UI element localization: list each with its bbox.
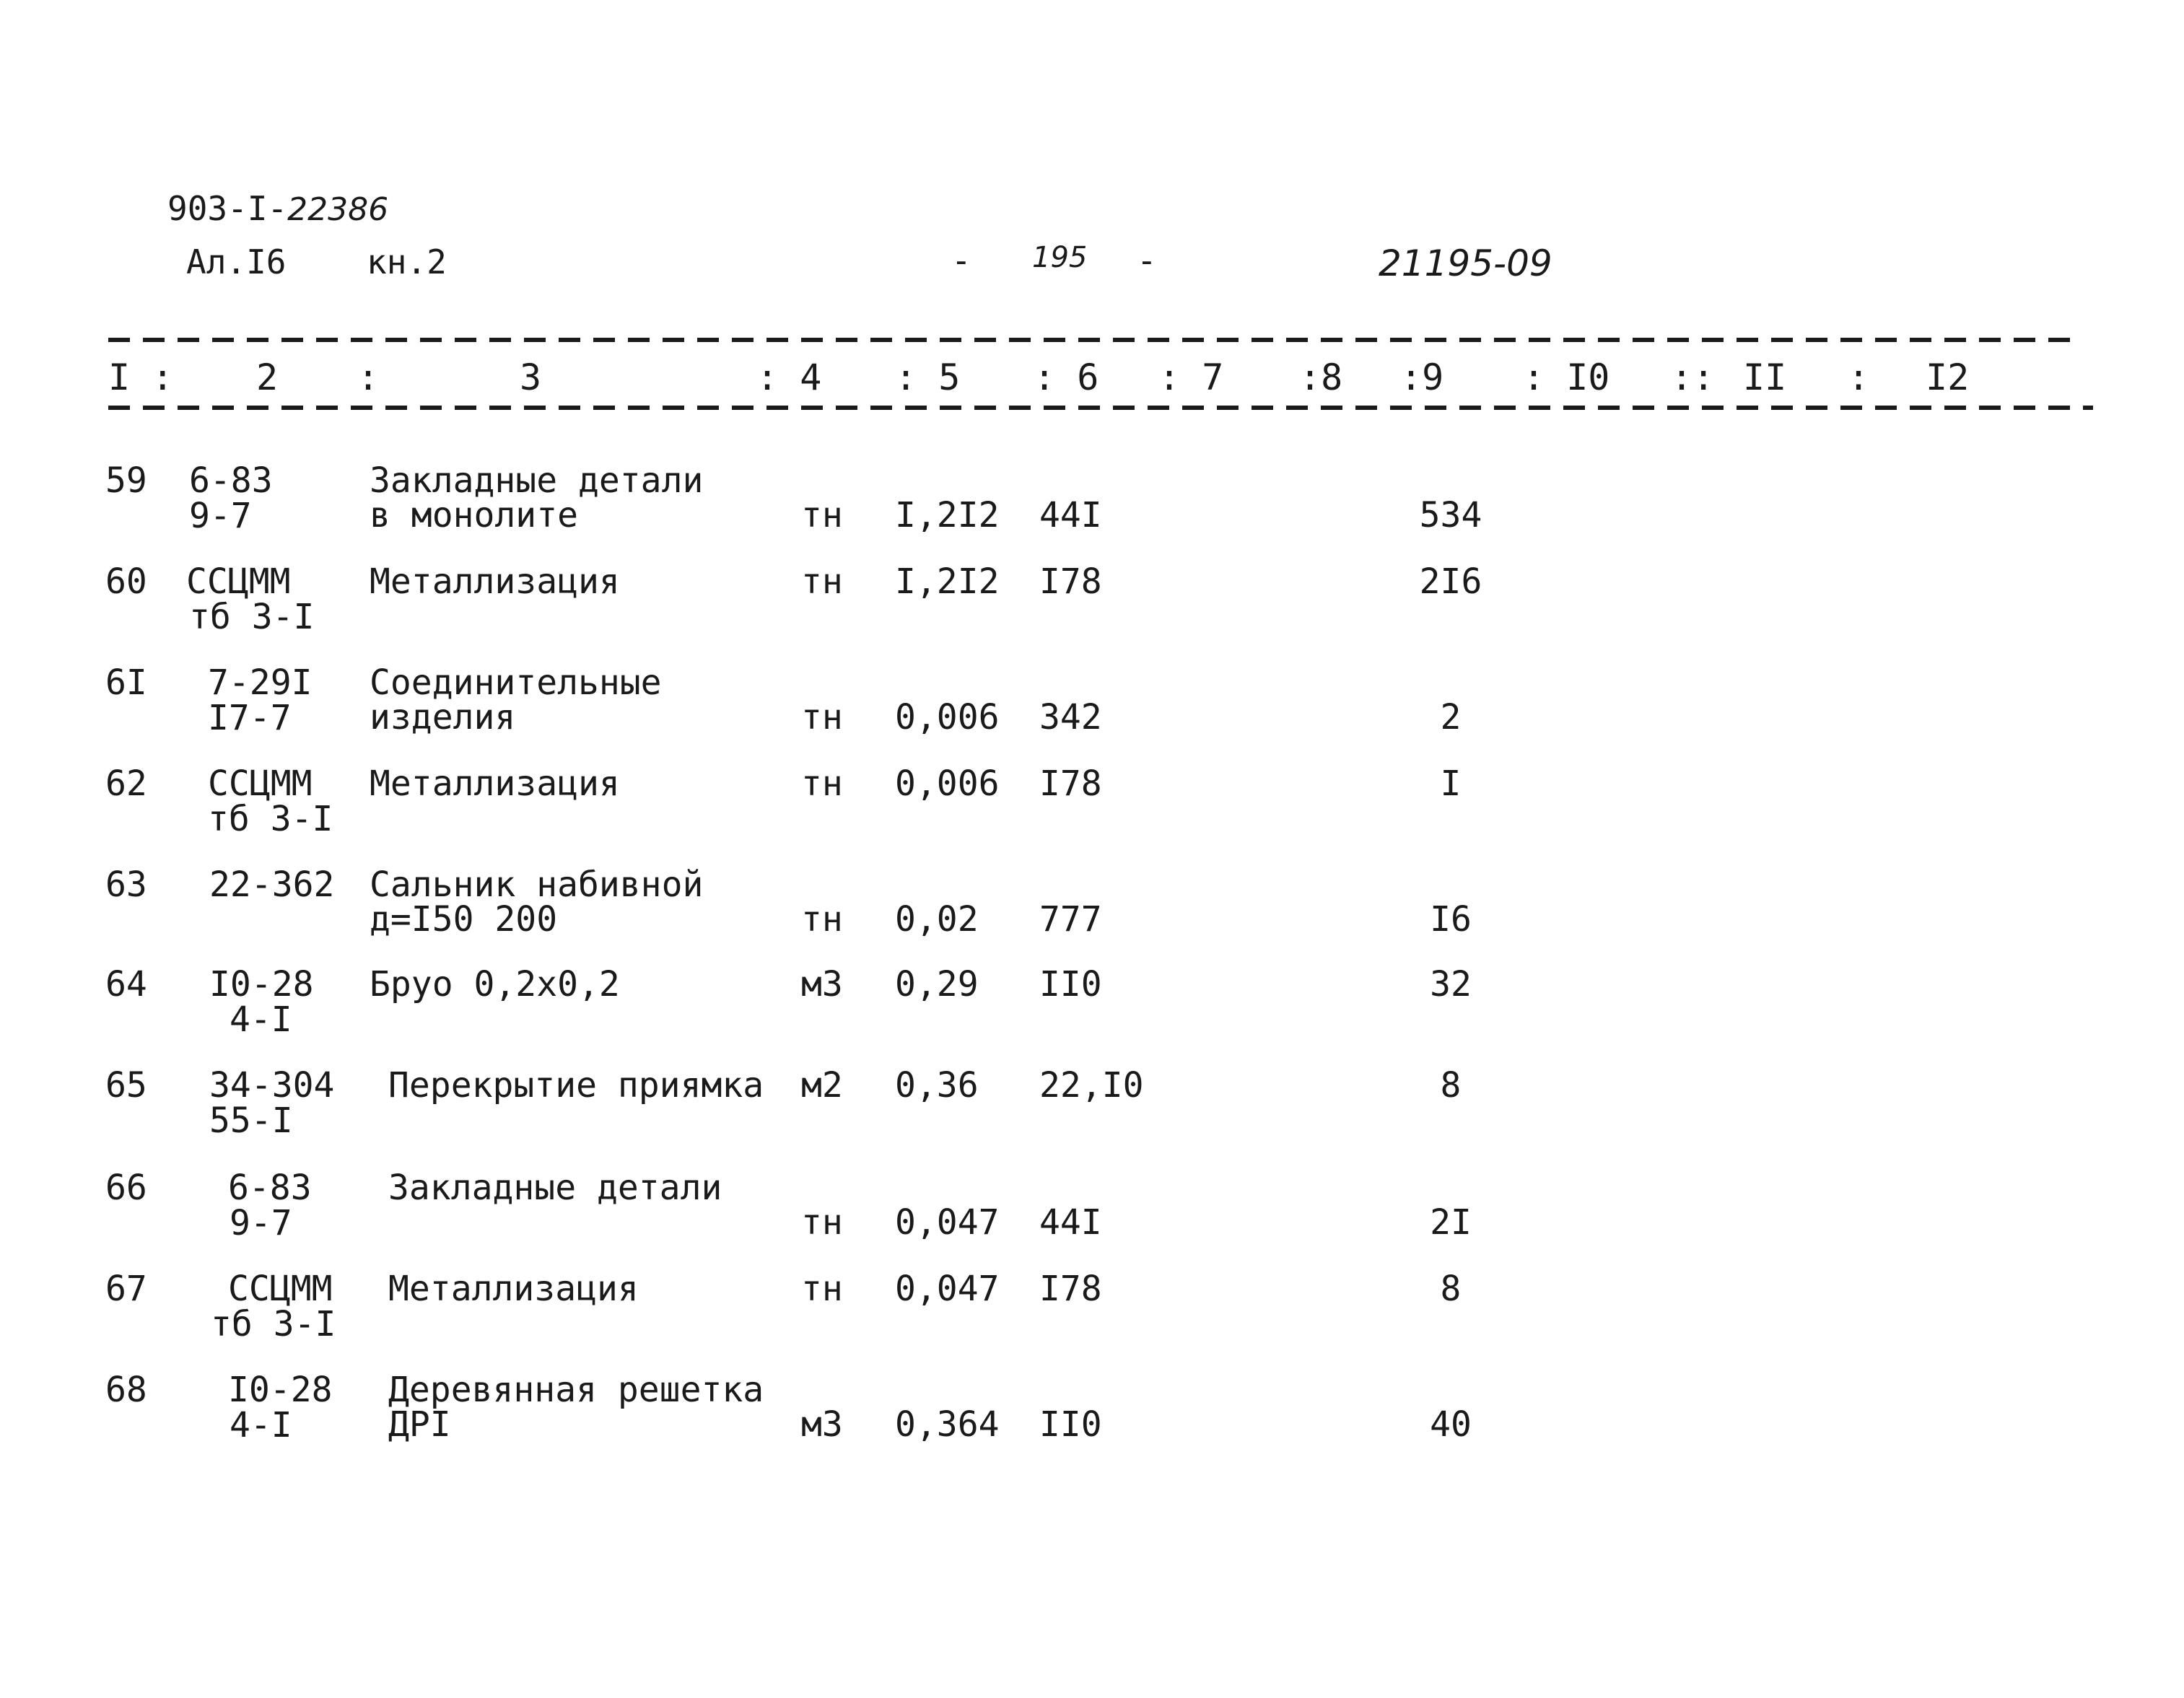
column-header-10: :9	[1400, 356, 1444, 398]
quantity: I,2I2	[895, 561, 1000, 602]
total-cost: 2I6	[1419, 561, 1482, 602]
rate-code: I0-28	[228, 1370, 333, 1410]
page-dash-left: -	[951, 241, 971, 280]
rate-code-sub: 4-I	[230, 1405, 292, 1445]
rate-code: ССЦММ	[228, 1269, 333, 1309]
column-header-13: II	[1743, 356, 1787, 398]
unit-price: I78	[1039, 763, 1102, 804]
total-cost: I6	[1430, 899, 1472, 940]
row-number: 67	[105, 1269, 147, 1309]
column-header-15: I2	[1926, 356, 1970, 398]
album-label: Ал.I6	[186, 242, 287, 281]
quantity: 0,02	[895, 899, 979, 940]
column-header-2: 2	[256, 356, 279, 398]
rate-code-sub: I7-7	[208, 698, 292, 738]
total-cost: 8	[1440, 1269, 1462, 1309]
work-description: Перекрытие приямка	[388, 1065, 764, 1106]
unit-price: 777	[1039, 899, 1102, 940]
column-header-9: :8	[1299, 356, 1343, 398]
rate-code: 7-29I	[208, 662, 313, 703]
unit-price: I78	[1039, 561, 1102, 602]
rate-code-sub: тб 3-I	[189, 597, 315, 637]
quantity: 0,36	[895, 1065, 979, 1106]
page-dash-right: -	[1137, 241, 1157, 280]
row-number: 65	[105, 1065, 147, 1106]
quantity: 0,047	[895, 1269, 1000, 1309]
rate-code: 6-83	[189, 460, 273, 501]
row-number: 60	[105, 561, 147, 602]
work-description: Соединительные	[370, 662, 662, 703]
row-number: 63	[105, 865, 147, 905]
column-header-6: : 5	[895, 356, 961, 398]
unit-price: II0	[1039, 1404, 1102, 1445]
quantity: I,2I2	[895, 495, 1000, 535]
unit-of-measure: тн	[801, 561, 843, 602]
row-number: 66	[105, 1168, 147, 1208]
work-description: Деревянная решетка	[388, 1370, 764, 1410]
work-description: Закладные детали	[370, 460, 704, 501]
unit-price: 44I	[1039, 495, 1102, 535]
unit-price: 22,I0	[1039, 1065, 1144, 1106]
quantity: 0,006	[895, 763, 1000, 804]
rate-code: I0-28	[209, 964, 314, 1005]
rate-code: 22-362	[209, 865, 335, 905]
book-label: кн.2	[367, 242, 447, 281]
column-header-12: ::	[1671, 356, 1715, 398]
total-cost: I	[1440, 763, 1462, 804]
row-number: 59	[105, 460, 147, 501]
unit-of-measure: тн	[801, 495, 843, 535]
total-cost: 534	[1419, 495, 1482, 535]
total-cost: 2I	[1430, 1202, 1472, 1243]
work-description: Бруо 0,2х0,2	[370, 964, 620, 1005]
total-cost: 8	[1440, 1065, 1462, 1106]
work-description: Сальник набивной	[370, 865, 704, 905]
unit-price: 342	[1039, 697, 1102, 738]
unit-of-measure: тн	[801, 1202, 843, 1243]
document-code-typed: 903-I-	[167, 189, 288, 228]
work-description: Металлизация	[370, 561, 620, 602]
rate-code-sub: 4-I	[230, 999, 292, 1040]
page-number: 195	[1032, 241, 1088, 274]
unit-price: I78	[1039, 1269, 1102, 1309]
rate-code-sub: тб 3-I	[208, 799, 333, 839]
rate-code: 6-83	[228, 1168, 312, 1208]
header-rule-top	[108, 338, 2071, 342]
document-code	[167, 189, 388, 228]
column-header-1: I :	[108, 356, 174, 398]
header-rule-bottom	[108, 406, 2093, 410]
unit-of-measure: м3	[801, 964, 843, 1005]
document-code-handwritten: 22386	[287, 191, 389, 228]
work-description: Закладные детали	[388, 1168, 722, 1208]
rate-code: ССЦММ	[208, 763, 313, 804]
quantity: 0,29	[895, 964, 979, 1005]
unit-of-measure: тн	[801, 697, 843, 738]
rate-code-sub: 9-7	[189, 496, 252, 536]
column-header-14: :	[1848, 356, 1870, 398]
unit-of-measure: м3	[801, 1404, 843, 1445]
column-header-3: :	[357, 356, 380, 398]
unit-of-measure: тн	[801, 1269, 843, 1309]
work-description-cont: изделия	[370, 697, 516, 738]
quantity: 0,047	[895, 1202, 1000, 1243]
column-header-7: : 6	[1034, 356, 1099, 398]
total-cost: 32	[1430, 964, 1472, 1005]
project-number: 21195-09	[1379, 242, 1552, 284]
work-description-cont: д=I50 200	[370, 899, 558, 940]
work-description-cont: в монолите	[370, 495, 578, 535]
rate-code-sub: 9-7	[230, 1203, 292, 1243]
column-header-8: : 7	[1158, 356, 1224, 398]
work-description: Металлизация	[370, 763, 620, 804]
quantity: 0,364	[895, 1404, 1000, 1445]
unit-of-measure: тн	[801, 899, 843, 940]
unit-of-measure: тн	[801, 763, 843, 804]
row-number: 68	[105, 1370, 147, 1410]
total-cost: 40	[1430, 1404, 1472, 1445]
row-number: 62	[105, 763, 147, 804]
total-cost: 2	[1440, 697, 1462, 738]
unit-of-measure: м2	[801, 1065, 843, 1106]
rate-code: ССЦММ	[186, 561, 291, 602]
rate-code-sub: 55-I	[209, 1100, 293, 1141]
unit-price: 44I	[1039, 1202, 1102, 1243]
rate-code-sub: тб 3-I	[211, 1304, 336, 1344]
work-description: Металлизация	[388, 1269, 639, 1309]
column-header-11: : I0	[1523, 356, 1610, 398]
column-header-4: 3	[520, 356, 542, 398]
unit-price: II0	[1039, 964, 1102, 1005]
quantity: 0,006	[895, 697, 1000, 738]
row-number: 64	[105, 964, 147, 1005]
column-header-5: : 4	[756, 356, 822, 398]
rate-code: 34-304	[209, 1065, 335, 1106]
work-description-cont: ДРI	[388, 1404, 451, 1445]
row-number: 6I	[105, 662, 147, 703]
